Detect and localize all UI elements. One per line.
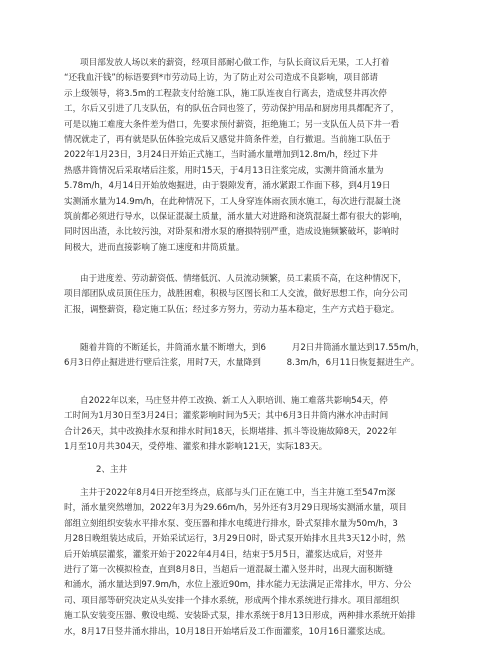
text-line: 间极大，进而直接影响了施工速度和井筒质量。 bbox=[64, 242, 245, 253]
text-line: 筑前都必须进行导水，以保证混凝土质量，涌水量大对进路和浇筑混凝土都有很大的影响， bbox=[64, 212, 408, 223]
text-line: 施工队安装变压器、敷设电缆、安装卧式泵，排水系统于8月13日形成，两种排水系统开始排 bbox=[64, 611, 416, 622]
text-line: 和涌水，涌水量达到97.9m/h，水位上涨近90m，排水能力无法满足正常排水，甲方、分公 bbox=[64, 580, 412, 591]
paragraph-4 bbox=[64, 394, 440, 456]
text-line: 示上级领导，将3.5m的工程款支付给施工队，施工队连夜自行离去，造成竖井再次停 bbox=[64, 88, 387, 99]
text-line: “还我血汗钱”的标语要到*市劳动局上访，为了防止对公司造成不良影响，项目部请 bbox=[64, 73, 378, 84]
text-line: 随着井筒的不断延长，井筒涌水量不断增大，到6 月2日井筒涌水量达到17.55m/h， bbox=[80, 343, 425, 353]
text-line: 工时间为1月30日至3月24日；灌浆影响时间为5天；其中6月3日井筒内淋水冲击时间 bbox=[64, 411, 389, 422]
paragraph-3 bbox=[64, 341, 440, 372]
paragraph-1 bbox=[64, 56, 440, 256]
text-line: 司、项目部等研究决定从头安排一个排水系统，形成两个排水系统进行排水。项目部组织 bbox=[64, 595, 400, 606]
text-line: 同时因出渣，永比较污浊，对卧泵和滑水泵的磨损特别严重，造成设施频繁破坏，影响时 bbox=[64, 227, 400, 238]
text-line: 后开始填层灌浆，灌浆开始于2022年4月4日，结束于5月5日，灌浆达成后，对竖井 bbox=[64, 549, 383, 560]
text-line: 主井于2022年8月4日开挖至终点，底部与头门正在施工中，当主井施工至547m深 bbox=[80, 488, 396, 498]
paragraph-2 bbox=[64, 272, 440, 318]
text-line: 合计26天，其中改换排水泵和排水时间18天，长期堵排、抓斗等设施故障8天，2022年 bbox=[64, 426, 397, 437]
text-line: 情况就走了，再有就是队伍体验完成后又感觉井筒条件差，自行撤退。当前施工队伍于 bbox=[64, 135, 391, 146]
text-line: 部组立刻组织安装水平排水泵、变压器和排水电缆进行排水，卧式泵排水量为50m/h，3 bbox=[64, 518, 398, 529]
text-line: 水，8月17日竖井涌水排出，10月18日开始堵后及工作面灌浆，10月16日灌浆达成。 bbox=[64, 626, 391, 637]
section-heading: 2、主井 bbox=[96, 465, 128, 475]
text-line: 汇报，调整薪资，稳定施工队伍；经过多方努力，劳动力基本稳定，生产方式趋于稳定。 bbox=[64, 304, 400, 315]
text-line: 时，涌水量突然增加，2022年3月为29.66m/h，另外还有3月29日现场实测涌水量，项目 bbox=[64, 503, 407, 514]
text-line: 项目部发放人场以来的薪资，经项目部耐心做工作，与队长商议后无果，工人打着 bbox=[80, 58, 390, 68]
text-line: 6月3日停止掘进进行壁后注浆，用时7天，水量降到 8.3m/h，6月11日恢复掘进生产。 bbox=[64, 358, 420, 369]
text-line: 2022年1月23日，3月24日开始正式施工，当时涌水量增加到12.8m/h，经过下井 bbox=[64, 150, 378, 161]
text-line: 进行了第一次模拟检查，直到8月8日，当超后一道混凝土灌入竖井时，出现大面积断缝 bbox=[64, 565, 393, 576]
text-line: 月28日晚组装达成后，开始采试运行，3月29日0时，卧式泵开始排水且共3天12小时，然 bbox=[64, 534, 406, 545]
text-line: 可是以施工难度大条件差为借口，先要求预付薪资，拒绝施工；另一支队伍人员下井一看 bbox=[64, 119, 400, 130]
text-line: 由于进度差、劳动薪资低、情绪低沉、人员流动频繁，员工素质不高，在这种情况下， bbox=[80, 274, 407, 284]
text-line: 5.78m/h，4月14日开始放炮掘进，由于裂隙发育，涌水紧跟工作面下移，到4月19日 bbox=[64, 181, 391, 192]
paragraph-5 bbox=[64, 486, 440, 640]
text-line: 实测涌水量为14.9m/h，在此种情况下，工人身穿连体雨衣顶水施工，每次进行混凝土浇 bbox=[64, 196, 401, 207]
text-line: 工，尔后又引进了几支队伍，有的队伍合同也签了，劳动保护用品和厨房用具都配齐了， bbox=[64, 104, 400, 115]
text-line: 1月至10月共304天，受停堆、灌浆和排水影响121天，实际183天。 bbox=[64, 442, 328, 453]
text-line: 项目部团队成员顶住压力，战胜困难，积极与区图长和工人交流，做好思想工作，向分公司 bbox=[64, 289, 408, 300]
text-line: 热感井筒情况后采取堵后注浆，用时15天，于4月13日注浆完成，实测井筒涌水量为 bbox=[64, 165, 384, 176]
text-line: 自2022年以来，马庄竖井停工改换、新工人入职培训、施工难落共影响54天，停 bbox=[80, 396, 388, 406]
